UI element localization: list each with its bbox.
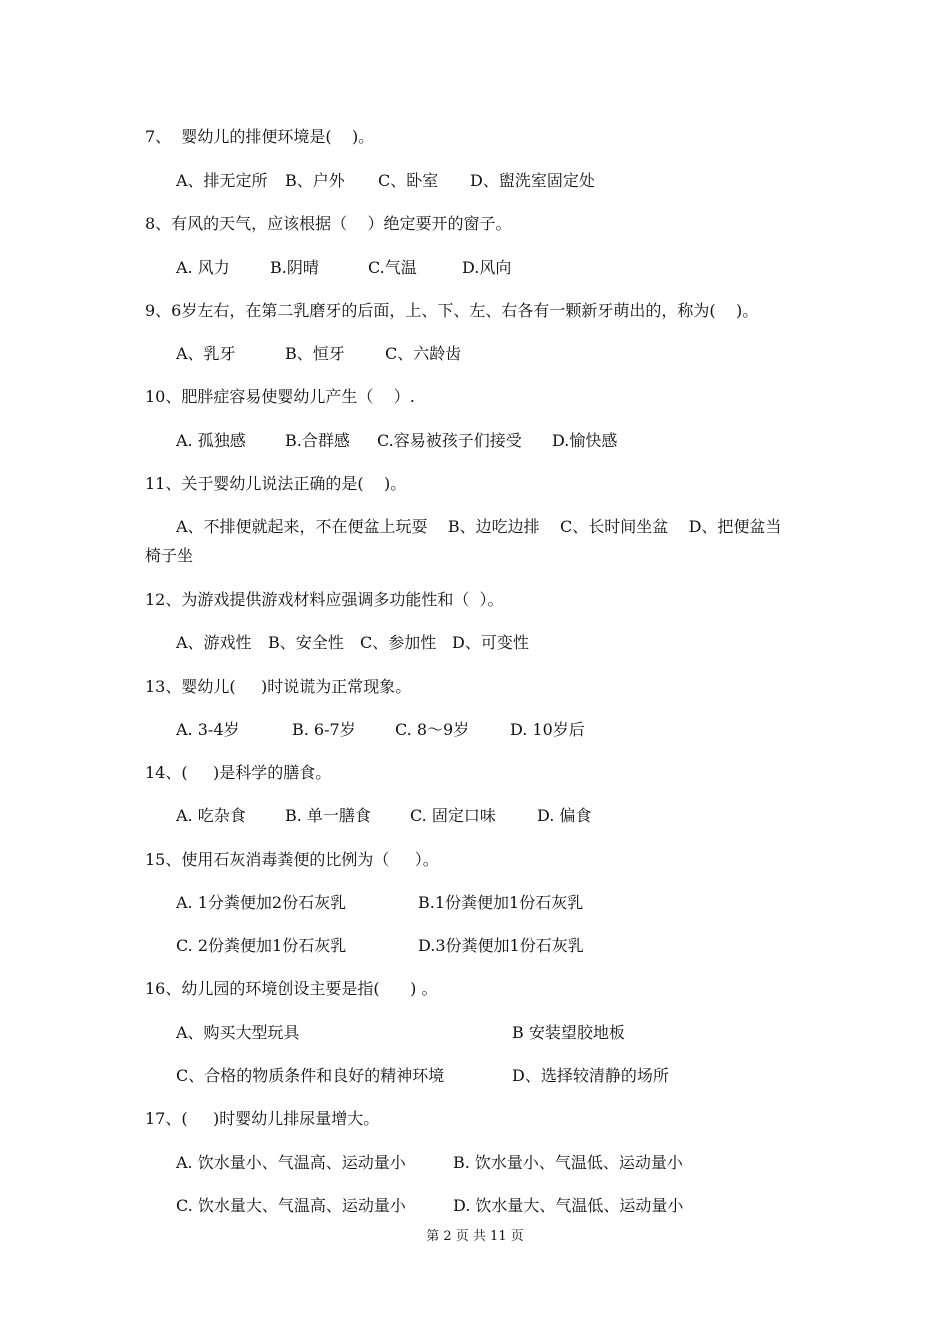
q15-option-d: D.3份粪便加1份石灰乳 <box>418 936 584 955</box>
question-16-stem: 16、幼儿园的环境创设主要是指( ) 。 <box>145 979 438 998</box>
question-12-stem: 12、为游戏提供游戏材料应强调多功能性和（ ）。 <box>145 590 504 609</box>
q9-option-c: C、六龄齿 <box>385 344 462 363</box>
q7-option-b: B、户外 <box>285 171 345 190</box>
q12-option-d: D、可变性 <box>452 633 529 652</box>
question-17-stem: 17、( )时婴幼儿排尿量增大。 <box>145 1109 380 1128</box>
q13-option-d: D. 10岁后 <box>510 720 585 739</box>
question-10-stem: 10、肥胖症容易使婴幼儿产生（ ）. <box>145 387 415 406</box>
q14-option-b: B. 单一膳食 <box>285 806 371 825</box>
q7-option-a: A、排无定所 <box>176 171 268 190</box>
q8-option-c: C.气温 <box>368 258 417 277</box>
q17-option-b: B. 饮水量小、气温低、运动量小 <box>453 1153 683 1172</box>
q9-option-b: B、恒牙 <box>285 344 345 363</box>
question-13-stem: 13、婴幼儿( )时说谎为正常现象。 <box>145 677 412 696</box>
q16-option-b: B 安装望胶地板 <box>512 1023 625 1042</box>
page-footer: 第 2 页 共 11 页 <box>426 1229 524 1244</box>
q8-option-b: B.阴晴 <box>270 258 319 277</box>
q12-option-a: A、游戏性 <box>176 633 252 652</box>
q8-option-d: D.风向 <box>462 258 512 277</box>
q16-option-c: C、合格的物质条件和良好的精神环境 <box>176 1066 445 1085</box>
question-8-stem: 8、有风的天气，应该根据（ ）绝定要开的窗子。 <box>145 214 512 233</box>
question-15-stem: 15、使用石灰消毒粪便的比例为（ ）。 <box>145 850 439 869</box>
q15-option-b: B.1份粪便加1份石灰乳 <box>418 893 584 912</box>
q8-option-a: A. 风力 <box>176 258 230 277</box>
q17-option-c: C. 饮水量大、气温高、运动量小 <box>176 1196 406 1215</box>
q17-option-a: A. 饮水量小、气温高、运动量小 <box>176 1153 406 1172</box>
q11-options-continuation: 椅子坐 <box>145 546 194 565</box>
q13-option-a: A. 3-4岁 <box>176 720 240 739</box>
question-11-stem: 11、关于婴幼儿说法正确的是( )。 <box>145 474 407 493</box>
q15-option-a: A. 1分粪便加2份石灰乳 <box>176 893 347 912</box>
q13-option-c: C. 8～9岁 <box>395 720 470 739</box>
q14-option-a: A. 吃杂食 <box>176 806 246 825</box>
q14-option-d: D. 偏食 <box>537 806 592 825</box>
q7-option-d: D、盥洗室固定处 <box>470 171 595 190</box>
q12-option-b: B、安全性 <box>268 633 344 652</box>
q10-option-b: B.合群感 <box>285 431 350 450</box>
q9-option-a: A、乳牙 <box>176 344 236 363</box>
q14-option-c: C. 固定口味 <box>410 806 496 825</box>
q16-option-a: A、购买大型玩具 <box>176 1023 300 1042</box>
question-9-stem: 9、6岁左右，在第二乳磨牙的后面，上、下、左、右各有一颗新牙萌出的，称为( )。 <box>145 301 759 320</box>
question-7-stem: 7、 婴幼儿的排便环境是( )。 <box>145 127 375 146</box>
q12-option-c: C、参加性 <box>360 633 437 652</box>
q7-option-c: C、卧室 <box>378 171 439 190</box>
q15-option-c: C. 2份粪便加1份石灰乳 <box>176 936 347 955</box>
q10-option-d: D.愉快感 <box>552 431 618 450</box>
q10-option-a: A. 孤独感 <box>176 431 246 450</box>
question-14-stem: 14、( )是科学的膳食。 <box>145 763 332 782</box>
q17-option-d: D. 饮水量大、气温低、运动量小 <box>453 1196 684 1215</box>
q16-option-d: D、选择较清静的场所 <box>512 1066 669 1085</box>
q10-option-c: C.容易被孩子们接受 <box>377 431 522 450</box>
q11-options-line: A、不排便就起来，不在便盆上玩耍 B、边吃边排 C、长时间坐盆 D、把便盆当 <box>176 517 782 536</box>
q13-option-b: B. 6-7岁 <box>292 720 356 739</box>
